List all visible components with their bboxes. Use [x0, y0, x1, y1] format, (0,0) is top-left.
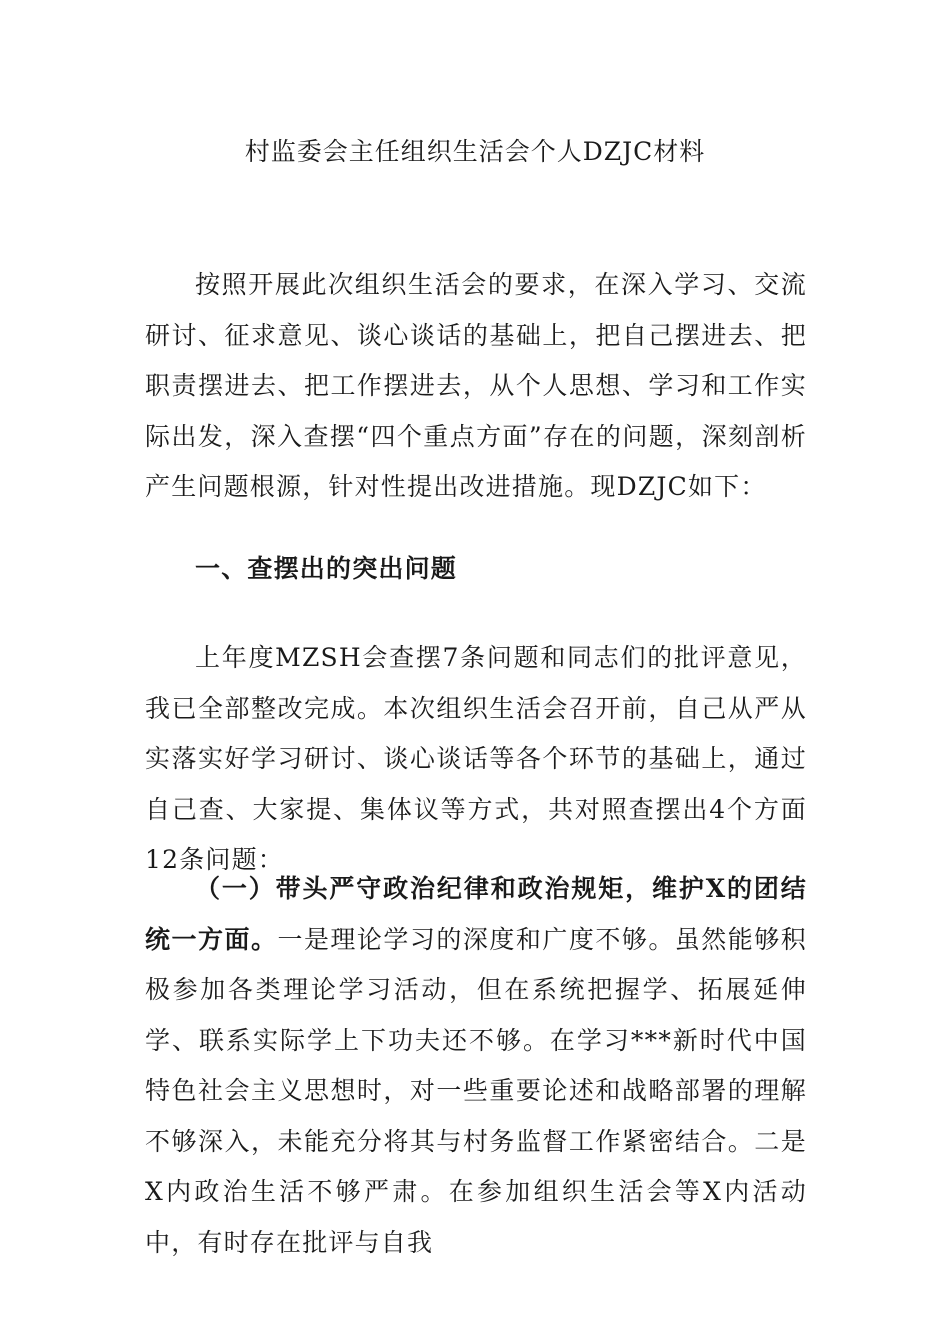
section-1-body: 一是理论学习的深度和广度不够。虽然能够积极参加各类理论学习活动，但在系统把握学、拓展延伸学、联系实际学上下功夫还不够。在学习***新时代中国特色社会主义思想时，对一些重要论述和战略部署的理解不够深入，未能充分将其与村务监督工作紧密结合。二是X内政治生活不够严肃。在参加组织生活会等X内活动中，有时存在批评与自我: [145, 924, 807, 1257]
section-1-paragraph: [145, 864, 807, 1268]
section-1-lead: （一）带头严守政治纪律和政治规矩，维护X的团结统一方面。: [145, 874, 807, 954]
section-heading-1: 一、查摆出的突出问题: [195, 554, 458, 583]
summary-paragraph: 上年度MZSH会查摆7条问题和同志们的批评意见，我已全部整改完成。本次组织生活会召开前，自己从严从实落实好学习研讨、谈心谈话等各个环节的基础上，通过自己查、大家提、集体议等方式，共对照查摆出4个方面12条问题：: [145, 643, 807, 874]
document-title: 村监委会主任组织生活会个人DZJC材料: [244, 137, 706, 166]
intro-paragraph: 按照开展此次组织生活会的要求，在深入学习、交流研讨、征求意见、谈心谈话的基础上，把自己摆进去、把职责摆进去、把工作摆进去，从个人思想、学习和工作实际出发，深入查摆“四个重点方面”存在的问题，深刻剖析产生问题根源，针对性提出改进措施。现DZJC如下：: [145, 270, 807, 501]
